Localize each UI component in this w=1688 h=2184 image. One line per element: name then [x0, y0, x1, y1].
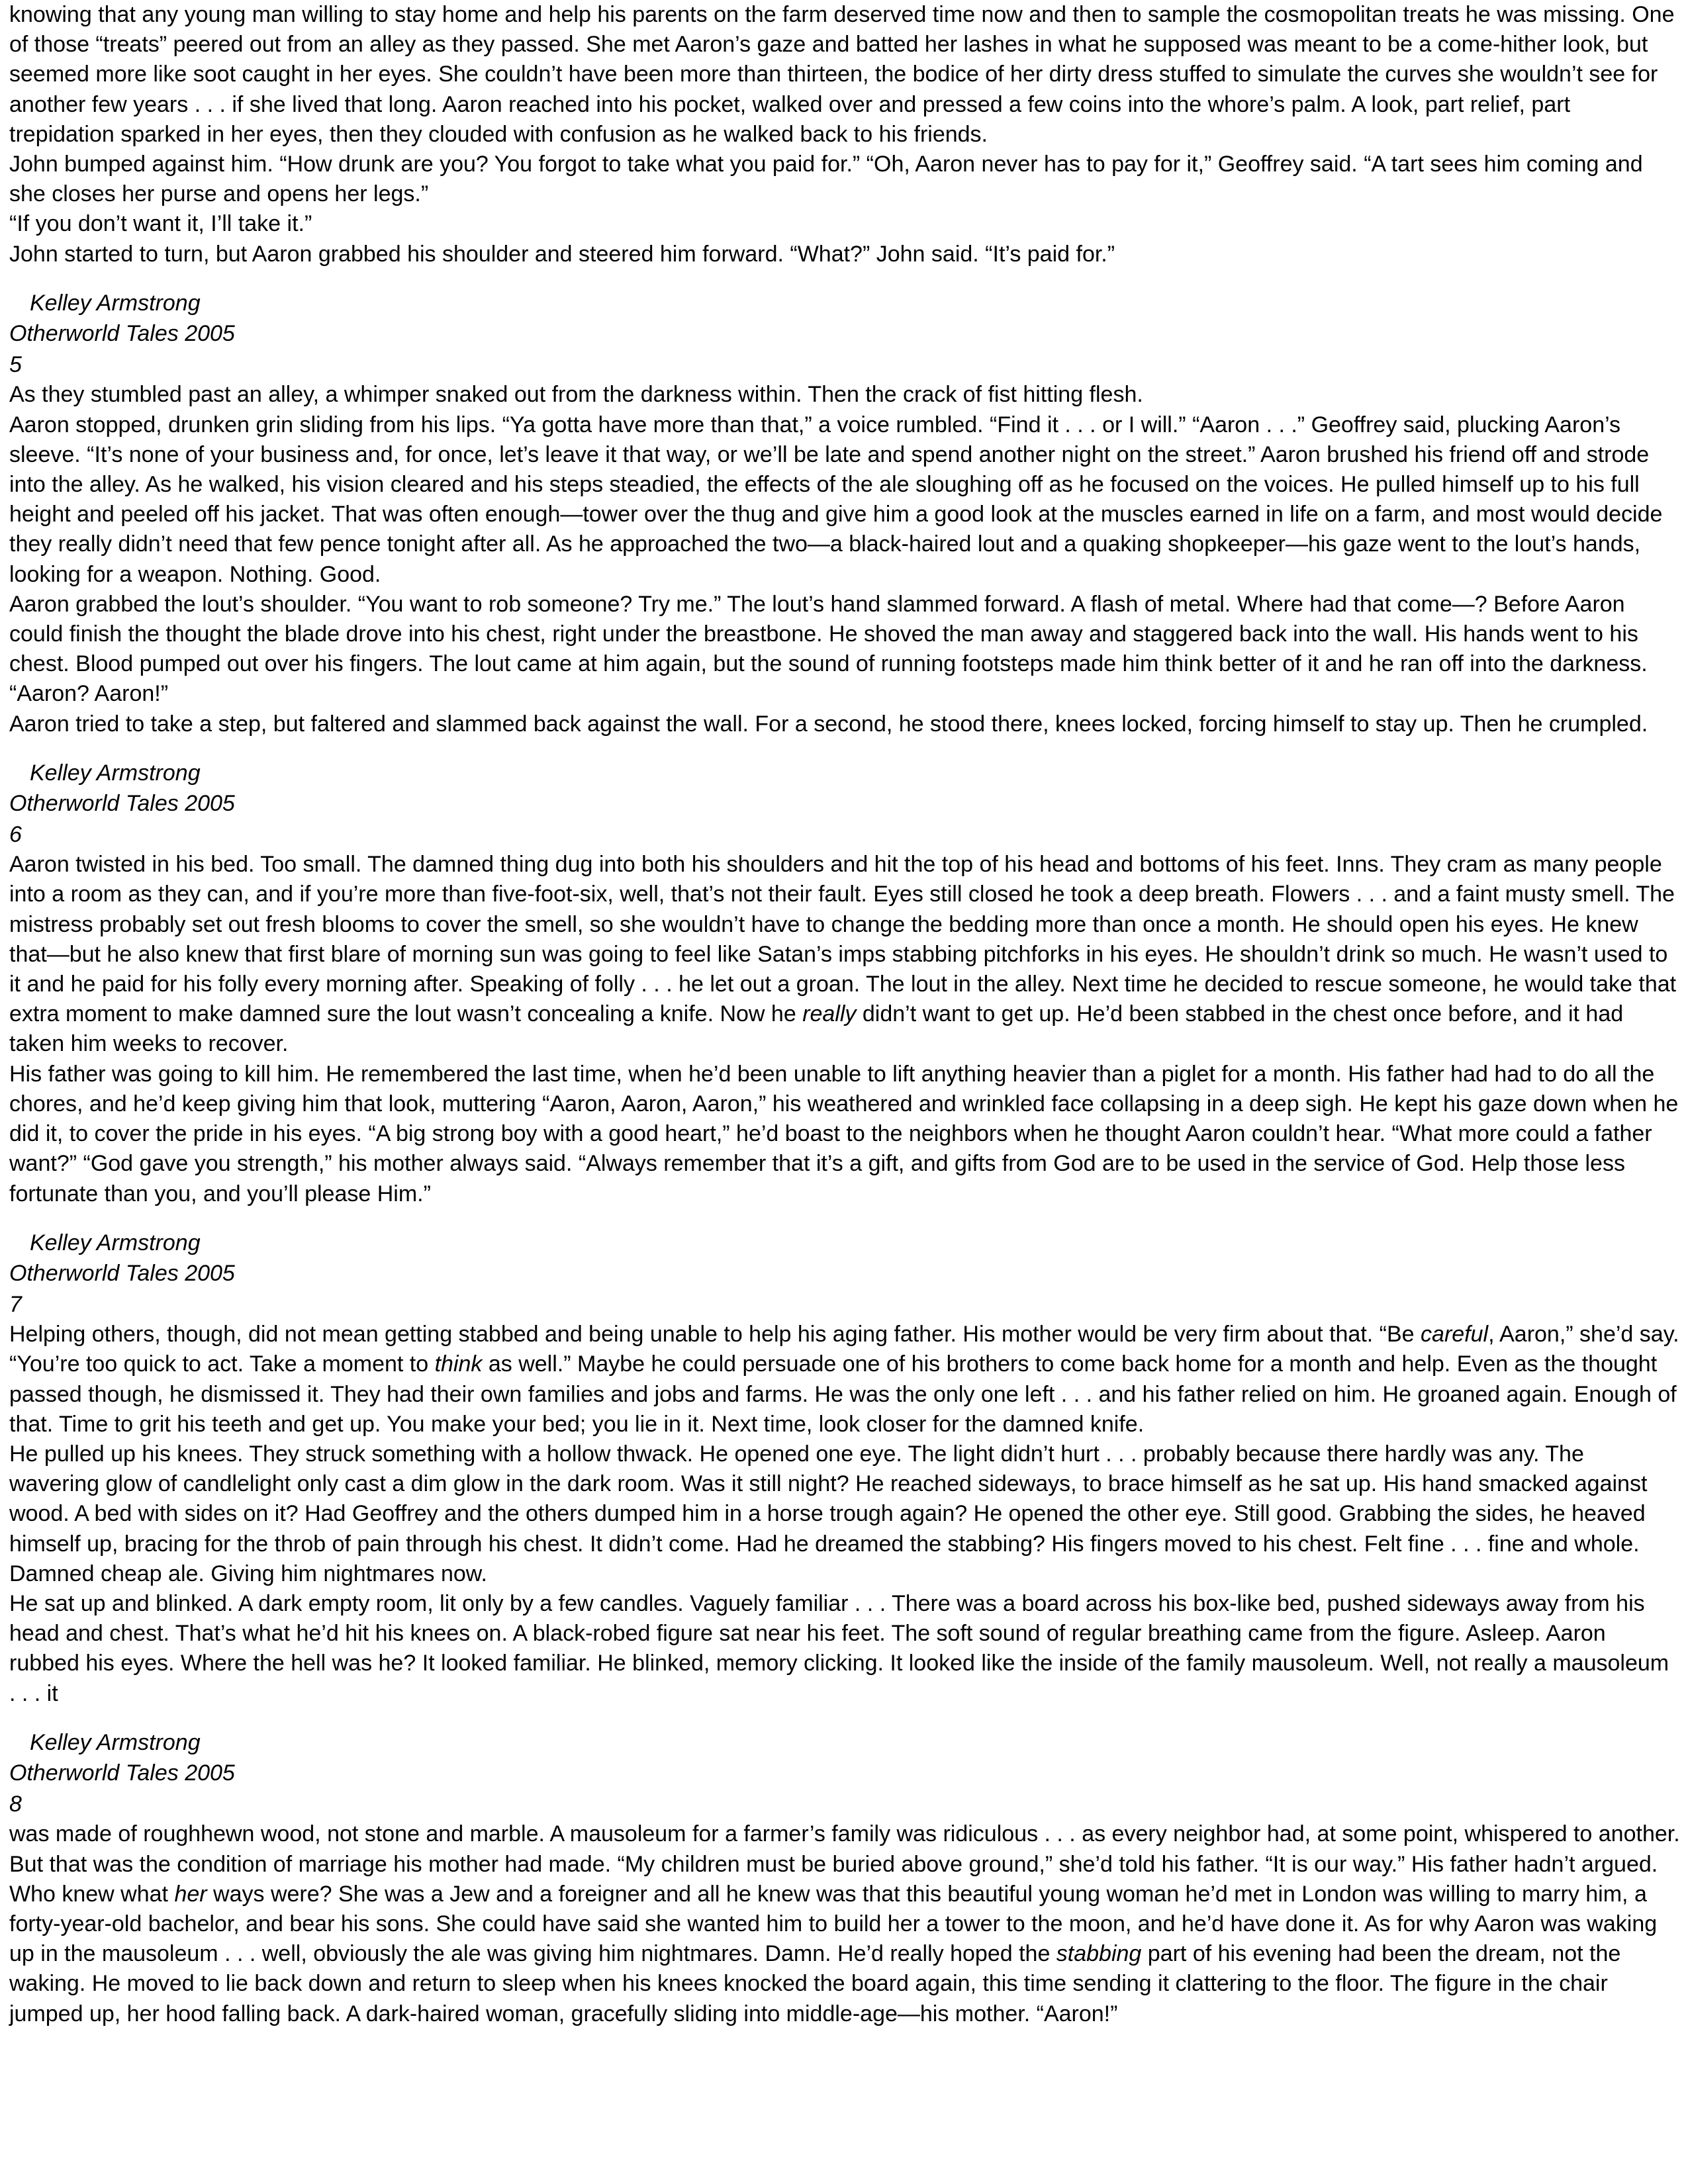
paragraph: Aaron grabbed the lout’s shoulder. “You want to rob someone? Try me.” The lout’s hand slammed forward. A flash of metal. Where had that come—? Before Aaron could finish the thought the blade drove into his chest, right under the breastbone. He shoved the man away and staggered back into the wall. His hands went to his chest. Blood pumped out over his fingers. The lout came at him again, but the sound of running footsteps made him think better of it and he ran off into the darkness. “Aaron? Aaron!” — [9, 591, 1648, 707]
page-break-gap — [9, 1709, 1680, 1727]
page-number: 8 — [9, 1791, 22, 1817]
paragraph: “If you don’t want it, I’ll take it.” — [9, 211, 312, 237]
paragraph: John bumped against him. “How drunk are you? You forgot to take what you paid for.” “Oh, Aaron never has to pay for it,” Geoffrey said. “A tart sees him coming and she closes her purse and opens her legs.” — [9, 152, 1643, 207]
paragraph: He pulled up his knees. They struck something with a hollow thwack. He opened one eye. The light didn’t hurt . . . probably because there hardly was any. The wavering glow of candlelight only cast a dim glow in the dark room. Was it still night? He reached sideways, to brace himself as he sat up. His hand smacked against wood. A bed with sides on it? Had Geoffrey and the others dumped him in a horse trough again? He opened the other eye. Still good. Grabbing the sides, he heaved himself up, bracing for the throb of pain through his chest. It didn’t come. Had he dreamed the stabbing? His fingers moved to his chest. Felt fine . . . fine and whole. Damned cheap ale. Giving him nightmares now. — [9, 1441, 1648, 1586]
running-header-author: Kelley Armstrong — [30, 290, 201, 316]
running-header-title: Otherworld Tales 2005 — [9, 791, 235, 817]
page-block — [9, 739, 1680, 1209]
paragraph: Aaron tried to take a step, but faltered and slammed back against the wall. For a second, he stood there, knees locked, forcing himself to stay up. Then he crumpled. — [9, 711, 1648, 737]
paragraph: John started to turn, but Aaron grabbed his shoulder and steered him forward. “What?” John said. “It’s paid for.” — [9, 241, 1115, 267]
paragraph: Helping others, though, did not mean getting stabbed and being unable to help his aging father. His mother would be very firm about that. “Be careful, Aaron,” she’d say. “You’re too quick to act. Take a moment to think as well.” Maybe he could persuade one of his brothers to come back home for a month and help. Even as the thought passed though, he dismissed it. They had their own families and jobs and farms. He was the only one left . . . and his father relied on him. He groaned again. Enough of that. Time to grit his teeth and get up. You make your bed; you lie in it. Next time, look closer for the damned knife. — [9, 1322, 1679, 1437]
running-header-author: Kelley Armstrong — [30, 1230, 201, 1255]
paragraph: was made of roughhewn wood, not stone and marble. A mausoleum for a farmer’s family was ridiculous . . . as every neighbor had, at some point, whispered to another. But that was the condition of marriage his mother had made. “My children must be buried above ground,” she’d told his father. “It is our way.” His father hadn’t argued. Who knew what her ways were? She was a Jew and a foreigner and all he knew was that this beautiful young woman he’d met in London was willing to marry him, a forty-year-old bachelor, and bear his sons. She could have said she wanted him to build her a tower to the moon, and he’d have done it. As for why Aaron was waking up in the mausoleum . . . well, obviously the ale was giving him nightmares. Damn. He’d really hoped the stabbing part of his evening had been the dream, not the waking. He moved to lie back down and return to sleep when his knees knocked the board again, this time sending it clattering to the floor. The figure in the chair jumped up, her hood falling back. A dark-haired woman, gracefully sliding into middle-age—his mother. “Aaron!” — [9, 1821, 1680, 2026]
page-break-gap — [9, 269, 1680, 288]
paragraph: Aaron stopped, drunken grin sliding from his lips. “Ya gotta have more than that,” a voice rumbled. “Find it . . . or I will.” “Aaron . . .” Geoffrey said, plucking Aaron’s sleeve. “It’s none of your business and, for once, let’s leave it that way, or we’ll be late and spend another night on the street.” Aaron brushed his friend off and strode into the alley. As he walked, his vision cleared and his steps steadied, the effects of the ale sloughing off as he focused on the voices. He pulled himself up to his full height and peeled off his jacket. That was often enough—tower over the thug and give him a good look at the muscles earned in life on a farm, and most would decide they really didn’t need that few pence tonight after all. As he approached the two—a black-haired lout and a quaking shopkeeper—his gaze went to the lout’s hands, looking for a weapon. Nothing. Good. — [9, 412, 1663, 587]
running-header-author: Kelley Armstrong — [30, 1729, 201, 1755]
page-number: 6 — [9, 821, 22, 847]
paragraph: His father was going to kill him. He remembered the last time, when he’d been unable to lift anything heavier than a piglet for a month. His father had had to do all the chores, and he’d keep giving him that look, muttering “Aaron, Aaron, Aaron,” his weathered and wrinkled face collapsing in a deep sigh. He kept his gaze down when he did it, to cover the pride in his eyes. “A big strong boy with a good heart,” he’d boast to the neighbors when he thought Aaron couldn’t hear. “What more could a father want?” “God gave you strength,” his mother always said. “Always remember that it’s a gift, and gifts from God are to be used in the service of God. Help those less fortunate than you, and you’ll please Him.” — [9, 1061, 1679, 1206]
running-header-title: Otherworld Tales 2005 — [9, 1760, 235, 1786]
paragraph: As they stumbled past an alley, a whimper snaked out from the darkness within. Then the crack of fist hitting flesh. — [9, 382, 1143, 408]
page-block — [9, 1209, 1680, 1709]
paragraph: He sat up and blinked. A dark empty room, lit only by a few candles. Vaguely familiar . . . There was a board across his box-like bed, pushed sideways away from his head and chest. That’s what he’d hit his knees on. A black-robed figure sat near his feet. The soft sound of regular breathing came from the figure. Asleep. Aaron rubbed his eyes. Where the hell was he? It looked familiar. He blinked, memory clicking. It looked like the inside of the family mausoleum. Well, not really a mausoleum . . . it — [9, 1591, 1669, 1706]
page-break-gap — [9, 739, 1680, 758]
paragraph: knowing that any young man willing to stay home and help his parents on the farm deserved time now and then to sample the cosmopolitan treats he was missing. One of those “treats” peered out from an alley as they passed. She met Aaron’s gaze and batted her lashes in what he supposed was meant to be a come-hither look, but seemed more like soot caught in her eyes. She couldn’t have been more than thirteen, the bodice of her dirty dress stuffed to simulate the curves she wouldn’t see for another few years . . . if she lived that long. Aaron reached into his pocket, walked over and pressed a few coins into the whore’s palm. A look, part relief, part trepidation sparked in her eyes, then they clouded with confusion as he walked back to his friends. — [9, 2, 1675, 147]
running-header-title: Otherworld Tales 2005 — [9, 1261, 235, 1287]
page-number: 5 — [9, 351, 22, 377]
page-block — [9, 0, 1680, 269]
paragraph: Aaron twisted in his bed. Too small. The damned thing dug into both his shoulders and hit the top of his head and bottoms of his feet. Inns. They cram as many people into a room as they can, and if you’re more than five-foot-six, well, that’s not their fault. Eyes still closed he took a deep breath. Flowers . . . and a faint musty smell. The mistress probably set out fresh blooms to cover the smell, so she wouldn’t have to change the bedding more than once a month. He should open his eyes. He knew that—but he also knew that first blare of morning sun was going to feel like Satan’s imps stabbing pitchforks in his eyes. He shouldn’t drink so much. He wasn’t used to it and he paid for his folly every morning after. Speaking of folly . . . he let out a groan. The lout in the alley. Next time he decided to rescue someone, he would take that extra moment to make damned sure the lout wasn’t concealing a knife. Now he really didn’t want to get up. He’d been stabbed in the chest once before, and it had taken him weeks to recover. — [9, 852, 1677, 1057]
running-header-author: Kelley Armstrong — [30, 760, 201, 786]
running-header-title: Otherworld Tales 2005 — [9, 321, 235, 347]
page-break-gap — [9, 1209, 1680, 1228]
page-block — [9, 269, 1680, 739]
page-block — [9, 1709, 1680, 2029]
page-number: 7 — [9, 1291, 22, 1317]
